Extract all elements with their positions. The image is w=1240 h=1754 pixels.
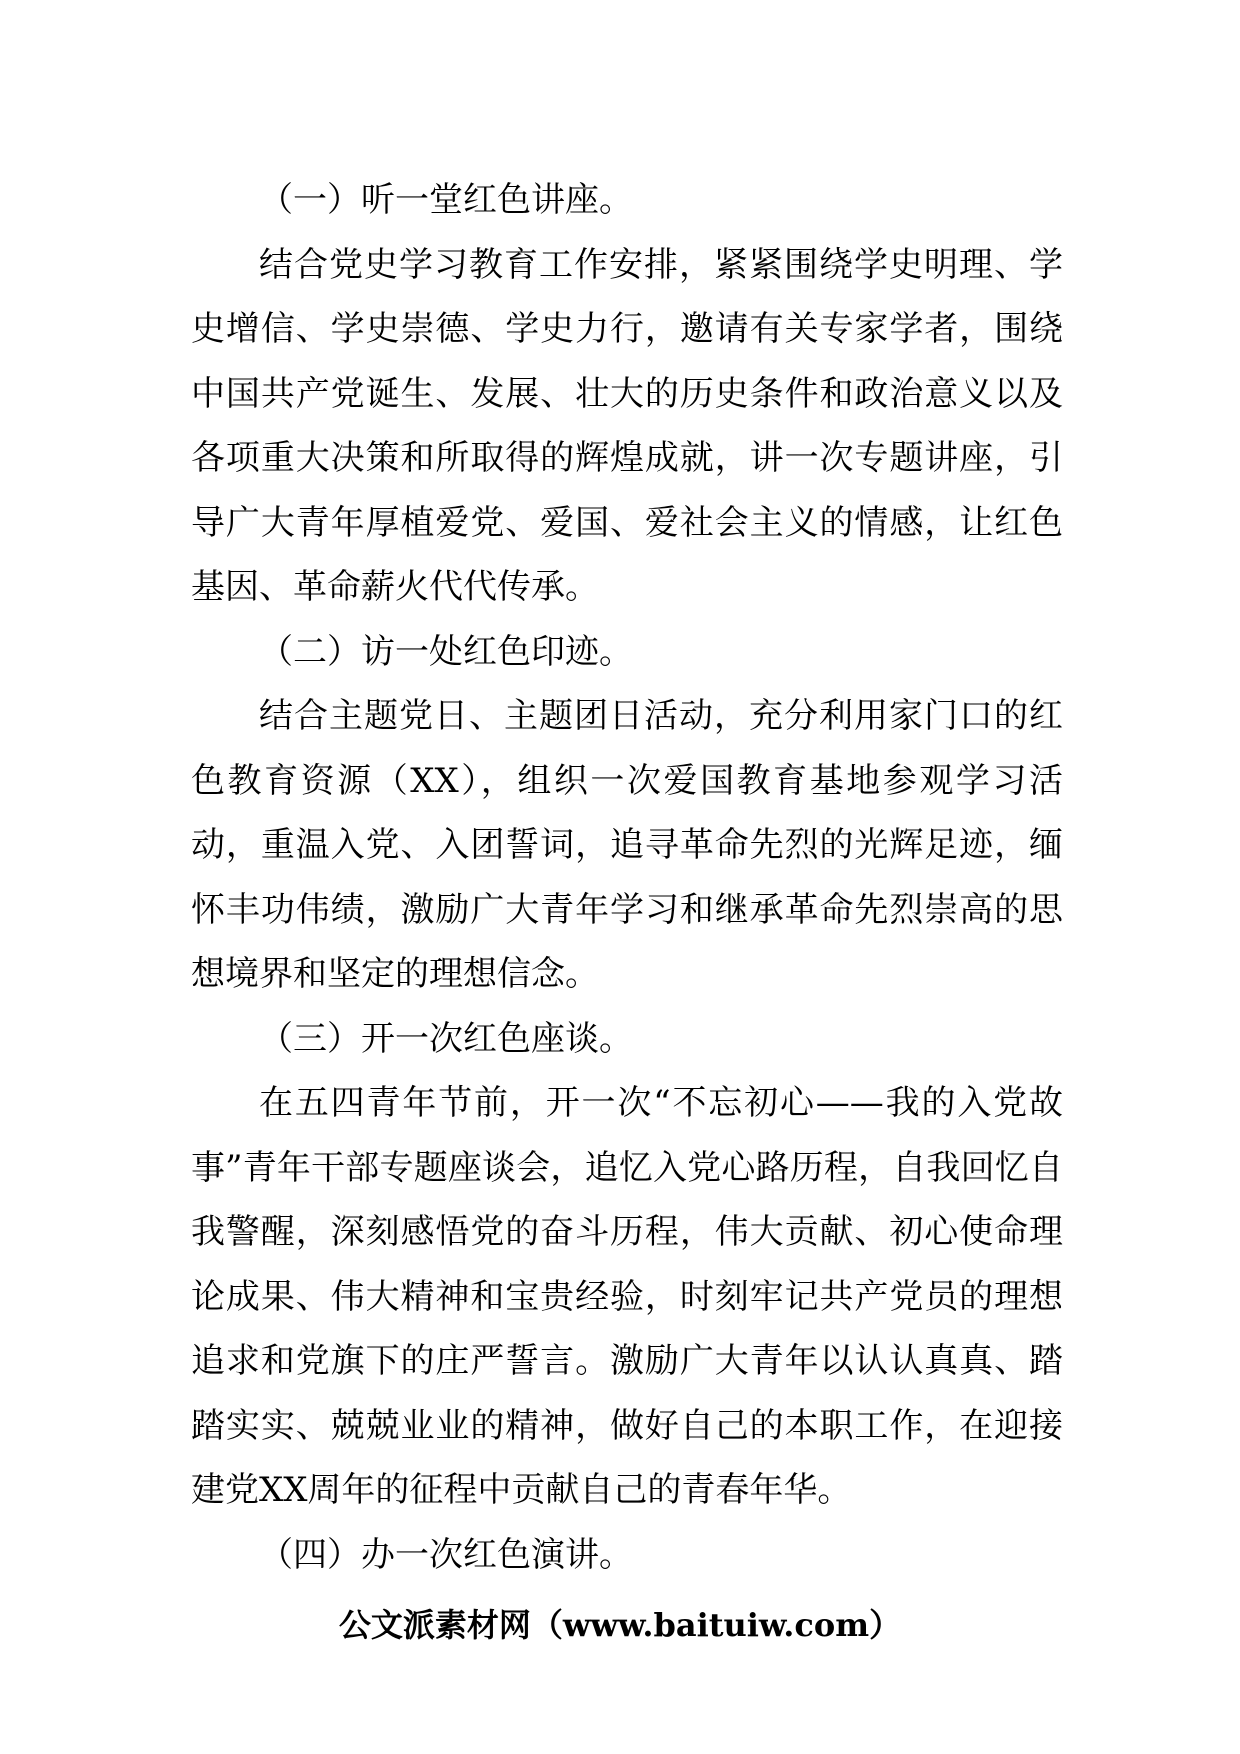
section-1-heading: （一）听一堂红色讲座。 xyxy=(259,180,633,220)
section-1-body: 结合党史学习教育工作安排，紧紧围绕学史明理、学史增信、学史崇德、学史力行，邀请有关专家学者，围绕中国共产党诞生、发展、壮大的历史条件和政治意义以及各项重大决策和所取得的辉煌成就，讲一次专题讲座，引导广大青年厚植爱党、爱国、爱社会主义的情感，让红色基因、革命薪火代代传承。 xyxy=(191,244,1063,607)
section-4-heading: （四）办一次红色演讲。 xyxy=(259,1534,633,1575)
footer-watermark: 公文派素材网（www.baituiw.com） xyxy=(338,1606,902,1644)
section-2-heading: （二）访一处红色印迹。 xyxy=(259,631,633,672)
section-3-heading: （三）开一次红色座谈。 xyxy=(259,1018,633,1059)
section-2-body: 结合主题党日、主题团日活动，充分利用家门口的红色教育资源（XX），组织一次爱国教育基地参观学习活动，重温入党、入团誓词，追寻革命先烈的光辉足迹，缅怀丰功伟绩，激励广大青年学习和继承革命先烈崇高的思想境界和坚定的理想信念。 xyxy=(191,696,1063,994)
section-3-body: 在五四青年节前，开一次“不忘初心——我的入党故事”青年干部专题座谈会，追忆入党心路历程，自我回忆自我警醒，深刻感悟党的奋斗历程，伟大贡献、初心使命理论成果、伟大精神和宝贵经验，时刻牢记共产党员的理想追求和党旗下的庄严誓言。激励广大青年以认认真真、踏踏实实、兢兢业业的精神，做好自己的本职工作，在迎接建党XX周年的征程中贡献自己的青春年华。 xyxy=(191,1083,1063,1510)
document-body xyxy=(191,168,1063,1587)
